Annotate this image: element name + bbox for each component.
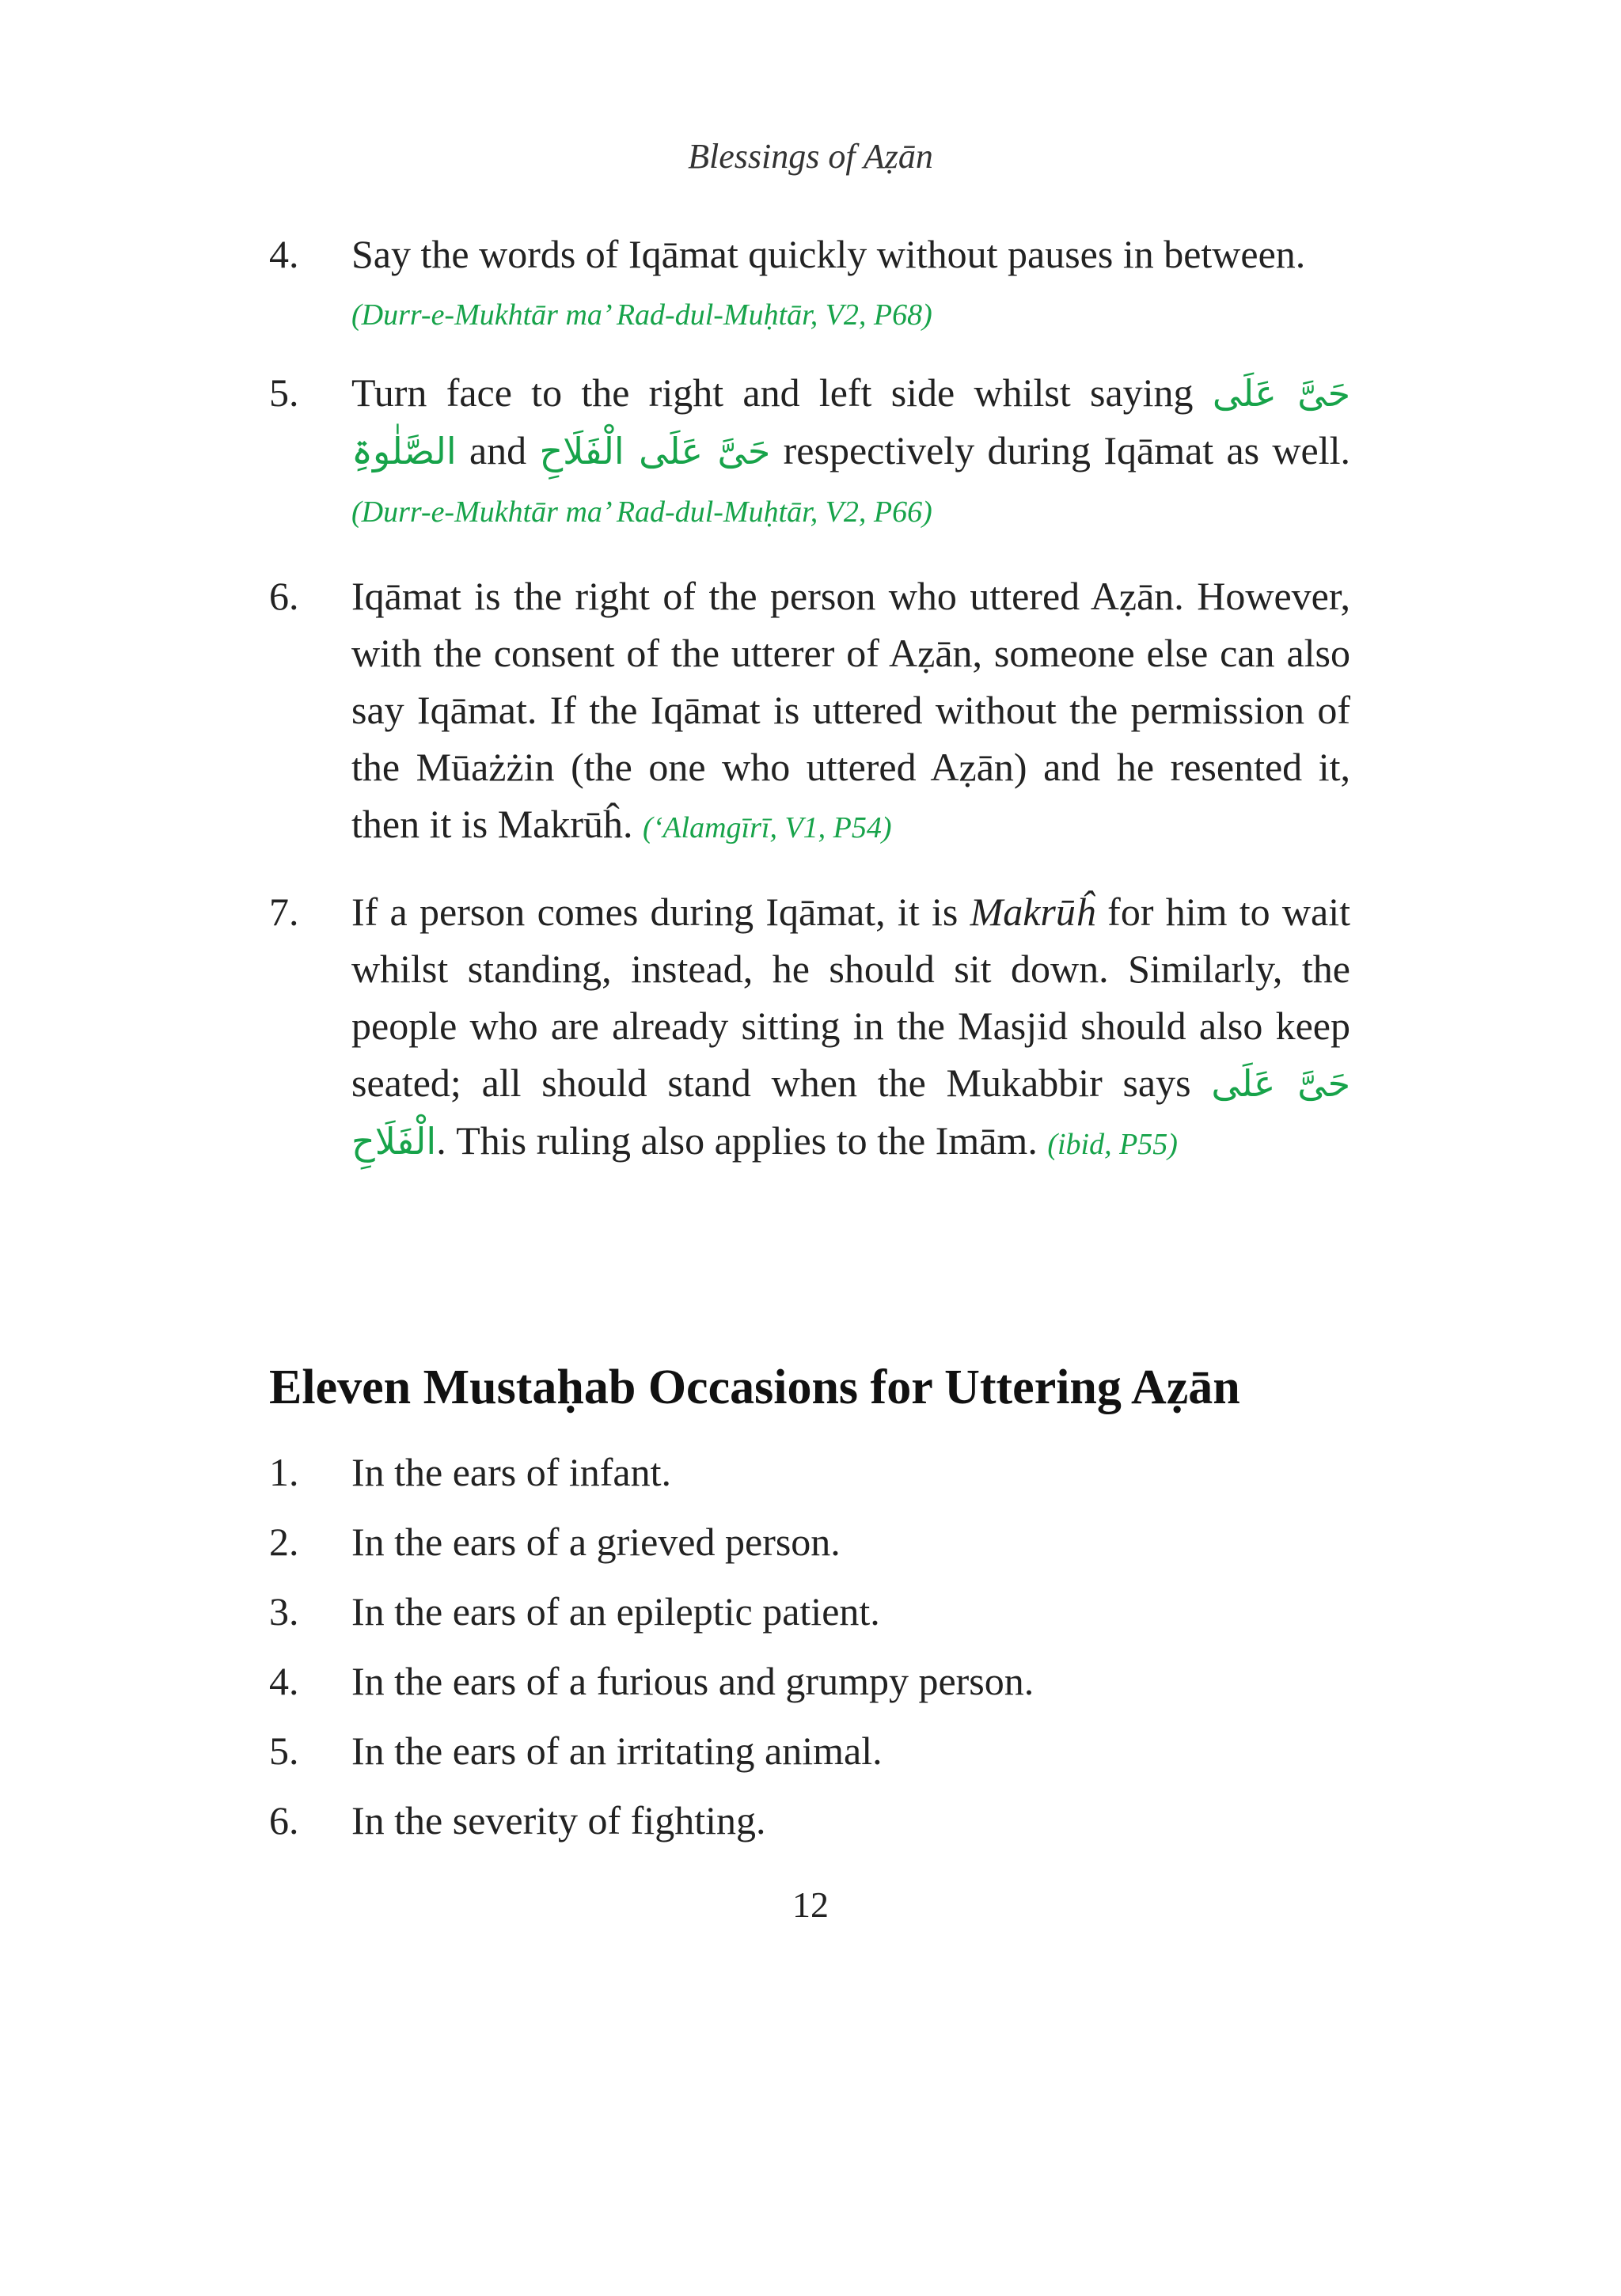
item-text: If a person comes during Iqāmat, it is: [351, 890, 959, 934]
reference-citation: (Durr-e-Mukhtār ma’ Rad-dul-Muḥtār, V2, P66): [351, 495, 932, 529]
list-item: [269, 226, 1350, 343]
item-number: 1.: [269, 1450, 299, 1494]
item-number: 6.: [269, 574, 299, 618]
italic-term: Makrūĥ: [970, 890, 1095, 934]
item-number: 5.: [269, 370, 299, 415]
item-number: 5.: [269, 1729, 299, 1773]
item-text: In the ears of a grieved person.: [351, 1520, 841, 1564]
item-text: Say the words of Iqāmat quickly without pauses in between.: [351, 232, 1306, 276]
item-number: 6.: [269, 1798, 299, 1842]
item-text: and: [469, 428, 527, 472]
arabic-phrase: حَیَّ عَلَی الصَّلٰوۃِ: [351, 372, 1351, 472]
item-number: 7.: [269, 890, 299, 934]
item-number: 2.: [269, 1520, 299, 1564]
occasions-list: [269, 1444, 1350, 1862]
item-text: In the ears of a furious and grumpy person.: [351, 1659, 1034, 1703]
list-item: [269, 1444, 1350, 1514]
item-text: Iqāmat is the right of the person who uttered Aẓān. However, with the consent of the utterer of Aẓān, someone else can also say Iqāmat. If the Iqāmat is uttered without the permission of the Mūażżin (the one who uttered Aẓān) and he resented it, then it is Makrūĥ.: [351, 574, 1350, 846]
list-item: [269, 1723, 1350, 1793]
arabic-phrase: حَیَّ عَلَی الْفَلَاحِ: [539, 430, 771, 472]
arabic-phrase: حَیَّ عَلَی الْفَلَاحِ: [351, 1062, 1351, 1163]
item-text: In the ears of infant.: [351, 1450, 672, 1494]
item-number: 4.: [269, 232, 299, 276]
item-text: In the severity of fighting.: [351, 1798, 766, 1842]
item-text: Turn face to the right and left side whilst saying: [351, 370, 1194, 415]
list-item: [269, 1793, 1350, 1862]
item-body: [351, 883, 1350, 1173]
item-number: 4.: [269, 1659, 299, 1703]
page-number: 12: [792, 1884, 829, 1925]
list-item: [269, 1584, 1350, 1653]
list-item: [269, 567, 1350, 856]
reference-citation: (‘Alamgīrī, V1, P54): [643, 811, 892, 844]
running-header: Blessings of Aẓān: [688, 137, 933, 176]
list-item: [269, 364, 1350, 541]
item-text: for him to wait whilst standing, instead, he should sit down. Similarly, the people who are already sitting in the Masjid should also keep seated; all should stand when the Mukabbir says: [351, 890, 1351, 1105]
list-item: [269, 1514, 1350, 1584]
item-text: In the ears of an epileptic patient.: [351, 1589, 880, 1634]
reference-citation: (ibid, P55): [1047, 1128, 1178, 1161]
item-body: [351, 567, 1350, 856]
item-body: [351, 226, 1350, 343]
list-item: [269, 1653, 1350, 1723]
item-body: [351, 364, 1350, 541]
item-number: 3.: [269, 1589, 299, 1634]
list-item: [269, 883, 1350, 1173]
item-text: . This ruling also applies to the Imām.: [436, 1118, 1038, 1163]
section-heading: Eleven Mustaḥab Occasions for Uttering Aẓān: [269, 1361, 1240, 1414]
item-text: respectively during Iqāmat as well.: [783, 428, 1351, 472]
item-text: In the ears of an irritating animal.: [351, 1729, 883, 1773]
reference-citation: (Durr-e-Mukhtār ma’ Rad-dul-Muḥtār, V2, P68): [351, 298, 932, 332]
rulings-list: [269, 226, 1350, 1173]
